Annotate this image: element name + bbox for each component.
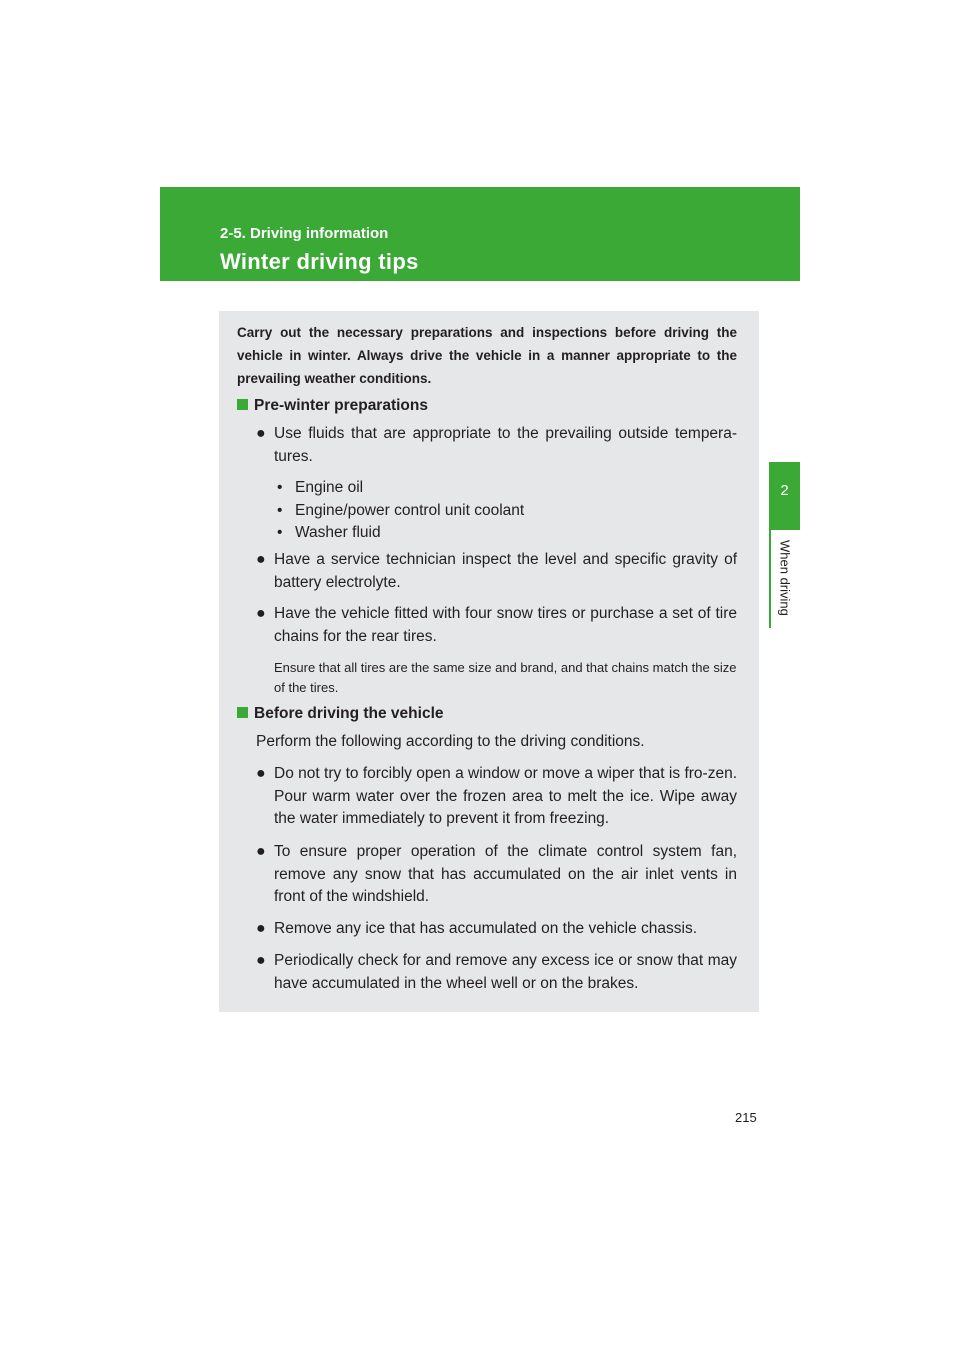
bullet-icon: ● (256, 765, 266, 782)
fluid-item-text: Washer fluid (295, 524, 381, 541)
list-item-text: Periodically check for and remove any excess ice or snow that may have accumulated in the wheel well or on the brakes. (274, 952, 737, 992)
intro-text: Carry out the necessary preparations and inspections before driving the vehicle in winter. Always drive the vehicle in a manner appropriate to the prevailing weather conditions. (237, 325, 737, 386)
dot-icon: • (277, 479, 283, 496)
list-item (256, 603, 737, 648)
fluid-item (277, 477, 363, 500)
square-marker-icon (237, 707, 248, 718)
chapter-label: When driving (777, 540, 793, 616)
list-item-text: Do not try to forcibly open a window or move a wiper that is fro-zen. Pour warm water over the frozen area to melt the ice. Wipe away the water immediately to prevent it from freezing. (274, 765, 737, 827)
page-title: Winter driving tips (220, 249, 419, 274)
list-item (256, 763, 737, 831)
fluid-item-text: Engine/power control unit coolant (295, 502, 525, 519)
chapter-number: 2 (780, 482, 789, 499)
list-item-text: Have the vehicle fitted with four snow tires or purchase a set of tire chains for the rear tires. (274, 605, 737, 645)
fluid-item (277, 500, 524, 523)
square-marker-icon (237, 399, 248, 410)
list-item-text: Have a service technician inspect the level and specific gravity of battery electrolyte. (274, 551, 737, 591)
dot-icon: • (277, 502, 283, 519)
heading-pre-winter (237, 397, 428, 415)
list-item (256, 841, 737, 909)
fluid-item-text: Engine oil (295, 479, 364, 496)
page-number: 215 (735, 1110, 757, 1125)
content-box (219, 311, 759, 1012)
list-item-text: To ensure proper operation of the climate control system fan, remove any snow that has accumulated on the air inlet vents in front of the windshield. (274, 843, 737, 905)
list-item-text: Use fluids that are appropriate to the prevailing outside tempera-tures. (274, 425, 737, 465)
heading-before-driving-label: Before driving the vehicle (254, 705, 444, 722)
note-text: Ensure that all tires are the same size and brand, and that chains match the size of the tires. (274, 660, 737, 695)
dot-icon: • (277, 524, 283, 541)
bullet-icon: ● (256, 920, 266, 937)
heading-pre-winter-label: Pre-winter preparations (254, 397, 428, 414)
heading-before-driving (237, 705, 444, 723)
header-band (160, 187, 800, 281)
list-item (256, 950, 737, 995)
bullet-icon: ● (256, 425, 266, 442)
fluid-item (277, 522, 381, 545)
list-item-text: Remove any ice that has accumulated on the vehicle chassis. (274, 920, 698, 937)
bullet-icon: ● (256, 843, 266, 860)
list-item (256, 423, 737, 468)
bullet-icon: ● (256, 605, 266, 622)
list-item (256, 549, 737, 594)
list-item (256, 918, 737, 941)
lead-text: Perform the following according to the driving conditions. (256, 733, 645, 750)
bullet-icon: ● (256, 952, 266, 969)
bullet-icon: ● (256, 551, 266, 568)
section-label: 2-5. Driving information (220, 225, 389, 242)
